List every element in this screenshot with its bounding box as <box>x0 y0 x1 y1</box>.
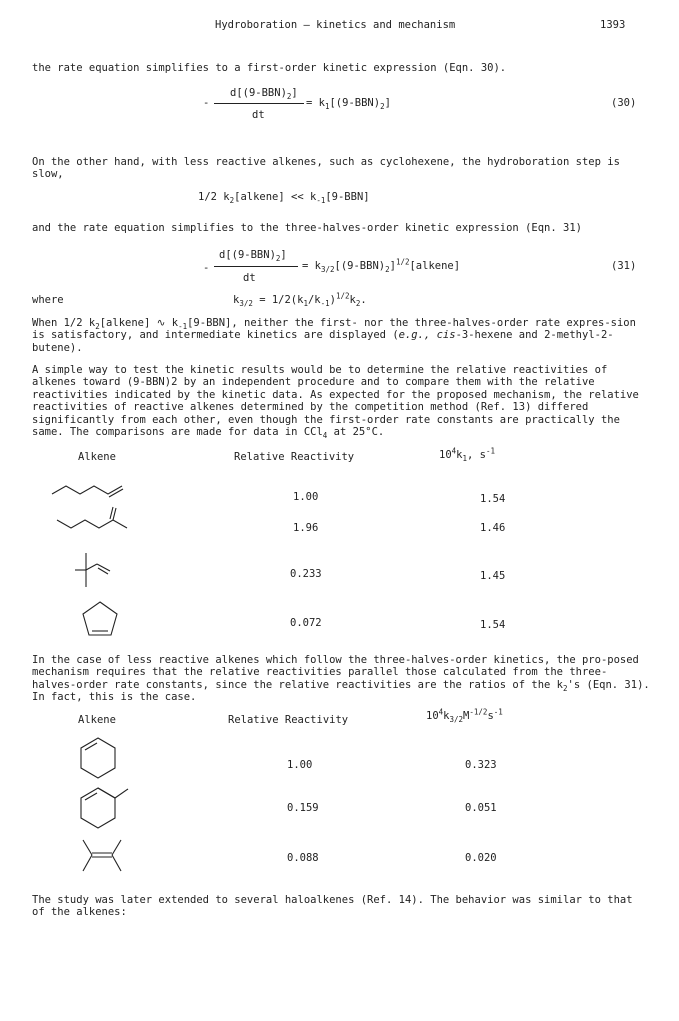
eq31-denominator: dt <box>243 272 256 284</box>
table2-row3-k: 0.020 <box>465 852 497 864</box>
table1-row3-rel: 0.233 <box>290 568 322 580</box>
inequality: 1/2 $k_2[alkene] << k_{-1}[9-BBN]$ <box>198 191 370 206</box>
eq30-label: (30) <box>611 97 637 109</box>
table1-header-relative: Relative Reactivity <box>234 451 355 463</box>
table2-header-k: $10^4k_{3/2}M^{-1/2}s^{-1}$ <box>426 707 503 725</box>
eq31-fraction-bar <box>214 266 298 267</box>
eq30-numerator: $d[(9-BBN)_2]$ <box>230 87 298 102</box>
running-title: Hydroboration — kinetics and mechanism <box>215 19 456 31</box>
structure-2-methyl-1-pentene <box>54 506 134 540</box>
table2-row2-k: 0.051 <box>465 802 497 814</box>
table2-header-relative: Relative Reactivity <box>228 714 349 726</box>
table1-row3-k: 1.45 <box>480 570 506 582</box>
eq31-rhs: = $k_{3/2}[(9-BBN)_2]^{1/2}[alkene]$ <box>302 257 461 275</box>
table2-row1-rel: 1.00 <box>287 759 313 771</box>
eq31-numerator: $d[(9-BBN)_2]$ <box>219 249 287 264</box>
eq30-fraction-bar <box>214 103 304 104</box>
paragraph-haloalkenes: The study was later extended to several haloalkenes (Ref. 14). The behavior was similar to that of the alkenes: <box>32 894 633 919</box>
table1-header-alkene: Alkene <box>78 451 116 463</box>
structure-cyclohexene <box>76 735 120 785</box>
table2-header-alkene: Alkene <box>78 714 116 726</box>
structure-cyclopentene <box>78 598 122 642</box>
table2-row2-rel: 0.159 <box>287 802 319 814</box>
paragraph-slow: On the other hand, with less reactive alkenes, such as cyclohexene, the hydroboration step is slow, <box>32 156 620 181</box>
structure-2-3-dimethyl-2-butene <box>80 836 124 876</box>
eq31-minus: - <box>203 262 210 274</box>
where-word: where <box>32 294 64 306</box>
eq30-rhs: = $k_1[(9-BBN)_2]$ <box>306 97 391 112</box>
table1-row1-rel: 1.00 <box>293 491 319 503</box>
eq30-minus: - <box>203 97 210 109</box>
table2-row3-rel: 0.088 <box>287 852 319 864</box>
table1-row2-rel: 1.96 <box>293 522 319 534</box>
table1-row2-k: 1.46 <box>480 522 506 534</box>
structure-1-hexene <box>50 480 130 504</box>
paragraph-when: When 1/2 $k_2[alkene]$ ∿ $k_{-1}[9-BBN]$, neither the first- nor the three-halves-order rate expres-sion is satisfactory, and intermediate kinetics are displayed (e.g., cis-3-hexene and 2-methyl-2-butene). <box>32 317 636 354</box>
table2-row1-k: 0.323 <box>465 759 497 771</box>
table1-row4-k: 1.54 <box>480 619 506 631</box>
page-number: 1393 <box>600 19 626 31</box>
eq31-label: (31) <box>611 260 637 272</box>
table1-row1-k: 1.54 <box>480 493 506 505</box>
where-equation: $k_{3/2} = 1/2(k_1/k_{-1})^{1/2}k_2$. <box>233 291 367 309</box>
table1-header-k: $10^4k_1$, $s^{-1}$ <box>439 446 496 464</box>
structure-1-methylcyclohexene <box>76 781 132 831</box>
structure-3-3-dimethyl-1-butene <box>72 551 122 591</box>
intro-line: the rate equation simplifies to a first-order kinetic expression (Eqn. 30). <box>32 62 507 74</box>
paragraph-less-reactive: In the case of less reactive alkenes which follow the three-halves-order kinetics, the pro-posed mechanism requires that the relative reactivities parallel those calculated from the three-halves-order rate constants, since the relative reactivities are the ratios of the $k_2's$ (Eqn. 31). In fact, this is the case. <box>32 654 650 704</box>
table1-row4-rel: 0.072 <box>290 617 322 629</box>
paragraph-simple-test: A simple way to test the kinetic results would be to determine the relative reactivities of alkenes toward (9-BBN)2 by an independent procedure and to compare them with the relative reactivities indicated by the kinetic data. As expected for the proposed mechanism, the relative reactivities of reactive alkenes determined by the competition method (Ref. 13) differed significantly from each other, even though the first-order rate constants are practically the same. The comparisons are made for data in CCl$_4$ at 25°C. <box>32 364 639 440</box>
line-three-halves: and the rate equation simplifies to the three-halves-order kinetic expression (Eqn. 31) <box>32 222 582 234</box>
eq30-denominator: dt <box>252 109 265 121</box>
